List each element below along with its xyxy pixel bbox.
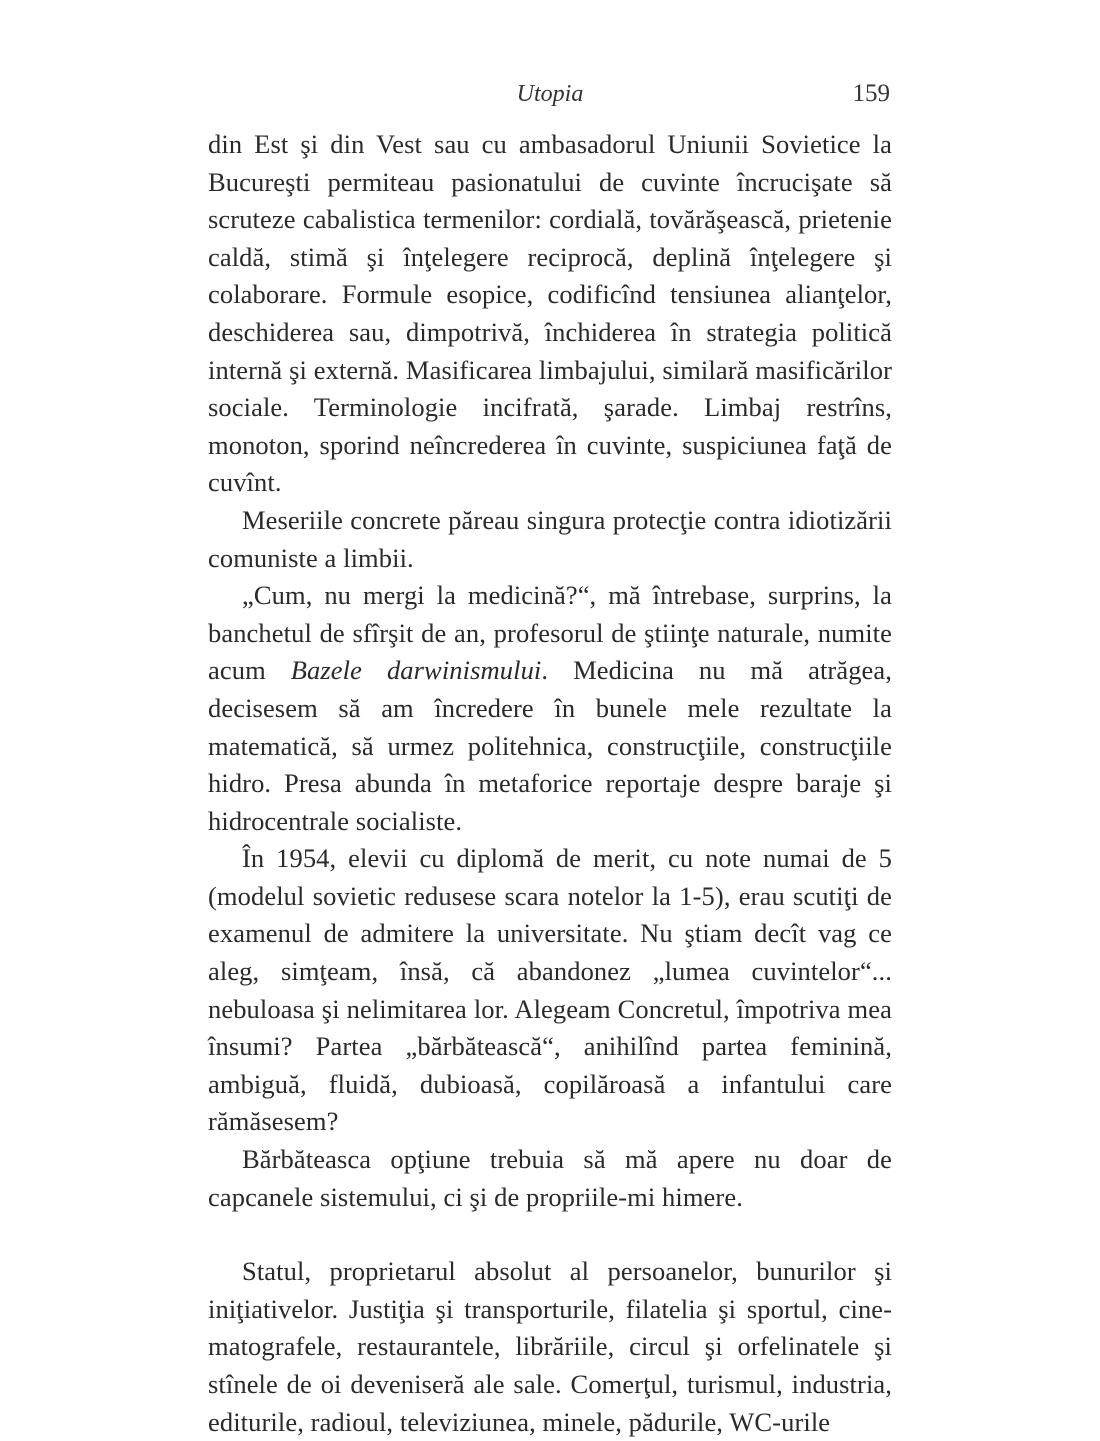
running-head xyxy=(208,78,892,110)
book-title-emphasis: Bazele darwinismului xyxy=(290,655,542,686)
page-number: 159 xyxy=(852,80,890,107)
paragraph-6: Statul, proprietarul absolut al persoanelor, bunurilor şi iniţiativelor. Justiţia şi transporturile, filatelia şi sportul, cinematografele, restaurantele, librăriile, circul şi orfelinatele şi stînele de oi deveniseră ale sale. Comerţul, turismul, industria, editurile, radioul, televiziunea, minele, pădurile, WC-urile xyxy=(208,1256,892,1437)
paragraph-4: În 1954, elevii cu diplomă de merit, cu note numai de 5 (modelul sovietic redusese scara notelor la 1-5), erau scutiţi de examenul de admitere la universitate. Nu ştiam decît vag ce aleg, simţeam, însă, că abandonez „lumea cuvintelor“... nebuloasa şi nelimitarea lor. Alegeam Concretul, împotriva mea însumi? Partea „bărbătească“, anihilînd partea feminină, ambiguă, fluidă, dubioasă, copilăroasă a infantului care rămăsesem? xyxy=(208,843,892,1137)
paragraph-3 xyxy=(208,577,892,840)
paragraph-5: Bărbăteasca opţiune trebuia să mă apere nu doar de capcanele sistemului, ci şi de propriile-mi himere. xyxy=(208,1144,892,1212)
section-break xyxy=(208,1216,892,1253)
paragraph-1: din Est şi din Vest sau cu ambasadorul Uniunii Sovietice la Bucureşti permiteau pasionatului de cuvinte încrucişate să scruteze cabalistica termenilor: cordială, tovărăşească, prietenie caldă, stimă şi înţelegere reciprocă, deplină înţelegere şi colaborare. Formule esopice, codificînd tensiunea alianţelor, deschiderea sau, dimpotrivă, închiderea în strategia politică internă şi externă. Masificarea limbajului, similară masificărilor sociale. Terminologie incifrată, şarade. Limbaj restrîns, monoton, sporind neîncrederea în cuvinte, suspiciunea faţă de cuvînt. xyxy=(208,129,892,498)
body-text xyxy=(208,126,892,1441)
paragraph-3-text-a: „Cum, nu mergi la medicină?“, mă întrebase, surprins, la banchetul de sfîrşit de an, profesorul de ştiinţe naturale, numite acum xyxy=(208,580,892,686)
paragraph-3-text-b: . Medicina nu mă atrăgea, decisesem să am încredere în bunele mele rezultate la matematică, să urmez politehnica, construcţiile, construcţiile hidro. Presa abunda în metaforice reportaje despre baraje şi hidrocentrale socialiste. xyxy=(208,655,893,836)
running-title: Utopia xyxy=(516,81,584,107)
paragraph-2: Meseriile concrete păreau singura protecţie contra idiotizării comuniste a limbii. xyxy=(208,504,892,573)
